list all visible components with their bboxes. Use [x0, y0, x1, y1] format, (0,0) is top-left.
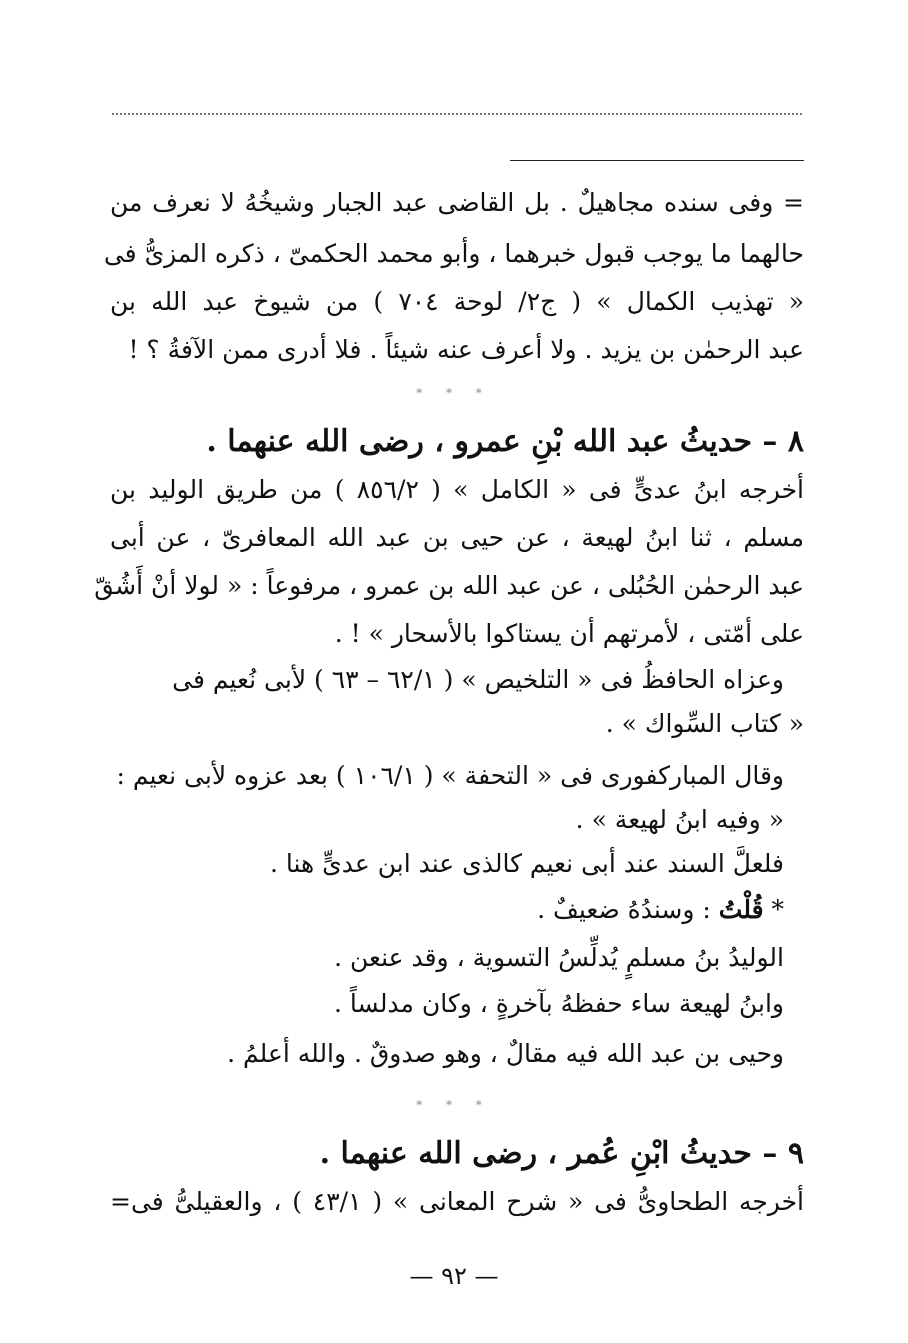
section-8-line-8: « وفيه ابنُ لهيعة » . [575, 805, 784, 834]
section-8-line-12: وحيى بن عبد الله فيه مقالٌ ، وهو صدوقٌ . والله أعلمُ . [227, 1039, 784, 1068]
qultu-word: قُلْتُ [718, 895, 764, 924]
footnote-line-2: حالهما ما يوجب قبول خبرهما ، وأبو محمد الحكمىّ ، ذكره المزىُّ فى [103, 239, 804, 268]
footnote-line-4: عبد الرحمٰن بن يزيد . ولا أعرف عنه شيئاً . فلا أدرى ممن الآفةُ ؟ ! [128, 335, 804, 364]
section-separator-2: * * * [416, 1098, 492, 1112]
section-8-line-7: وقال المباركفورى فى « التحفة » ( ١٠٦/١ ) بعد عزوه لأبى نعيم : [116, 761, 784, 790]
top-dotted-rule [112, 113, 802, 115]
qultu-line [537, 892, 784, 928]
section-8-line-6: « كتاب السِّواك » . [605, 709, 804, 738]
section-8-line-9: فلعلَّ السند عند أبى نعيم كالذى عند ابن عدىٍّ هنا . [270, 849, 784, 878]
footnote-line-3: « تهذيب الكمال » ( ج٢/ لوحة ٧٠٤ ) من شيوخ عبد الله بن [110, 287, 804, 316]
footnote-line-1: = وفى سنده مجاهيلٌ . بل القاضى عبد الجبار وشيخُهُ لا نعرف من [110, 188, 804, 217]
section-9-line-1: أخرجه الطحاوىُّ فى « شرح المعانى » ( ٤٣/١ ) ، والعقيلىُّ فى= [110, 1187, 804, 1216]
section-8-line-2: مسلم ، ثنا ابنُ لهيعة ، عن حيى بن عبد الله المعافرىّ ، عن أبى [110, 523, 804, 552]
section-9-heading: ٩ – حديثُ ابْنِ عُمر ، رضى الله عنهما . [319, 1136, 804, 1171]
page-number: — ٩٢ — [409, 1262, 499, 1290]
qultu-star: * [771, 895, 784, 924]
section-8-line-1: أخرجه ابنُ عدىٍّ فى « الكامل » ( ٨٥٦/٢ ) من طريق الوليد بن [110, 475, 804, 504]
footnote-rule [510, 160, 804, 161]
section-8-line-10: الوليدُ بنُ مسلمٍ يُدلِّسُ التسوية ، وقد عنعن . [334, 943, 784, 972]
qultu-text: : وسندُهُ ضعيفٌ . [537, 895, 711, 924]
section-8-line-4: على أمّتى ، لأمرتهم أن يستاكوا بالأسحار » ! . [334, 619, 804, 648]
section-8-line-3: عبد الرحمٰن الحُبُلى ، عن عبد الله بن عمرو ، مرفوعاً : « لولا أنْ أَشُقّ [94, 571, 804, 600]
section-8-line-5: وعزاه الحافظُ فى « التلخيص » ( ٦٢/١ – ٦٣ ) لأبى نُعيم فى [172, 665, 784, 694]
section-8-line-11: وابنُ لهيعة ساء حفظهُ بآخرةٍ ، وكان مدلساً . [334, 989, 784, 1018]
section-8-heading: ٨ – حديثُ عبد الله بْنِ عمرو ، رضى الله عنهما . [206, 424, 804, 459]
section-separator: * * * [416, 386, 492, 400]
